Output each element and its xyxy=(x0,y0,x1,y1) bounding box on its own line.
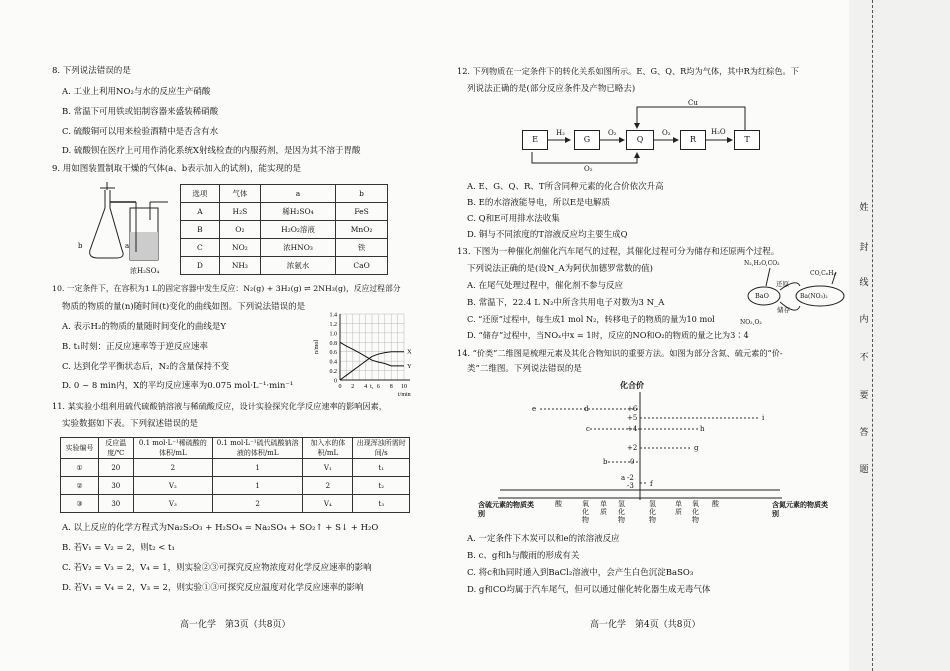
side-char: 题 xyxy=(859,465,869,475)
x-tick-label: 6 xyxy=(376,384,380,390)
y-tick-label: 1.4 xyxy=(329,312,337,319)
table-cell: D xyxy=(181,257,220,275)
x-cat: 氧化物 xyxy=(582,500,589,524)
x-cat: 氢化物 xyxy=(618,500,625,524)
q12-option-d: D. 铜与不同浓度的T溶液反应均主要生成Q xyxy=(467,230,628,240)
q11-option-a: A. 以上反应的化学方程式为Na₂S₂O₃ + H₂SO₄ = Na₂SO₄ + SO₂↑ + S↓ + H₂O xyxy=(62,523,379,533)
q11-stem-2: 实验数据如下表。下列叙述错误的是 xyxy=(62,419,199,429)
y-tick-label: 0.8 xyxy=(329,340,337,347)
table-cell: O₂ xyxy=(219,221,260,239)
table-header: 出现浑浊所需时间/s xyxy=(353,438,410,459)
q8-option-a: A. 工业上利用NO₂与水的反应生产硝酸 xyxy=(62,87,211,97)
q12-option-c: C. Q和E可用排水法收集 xyxy=(467,214,560,224)
table-header: b xyxy=(336,185,388,203)
x-cat: 酸 xyxy=(555,500,562,508)
side-char: 封 xyxy=(859,243,869,253)
q11-option-b: B. 若V₁ = V₂ = 2，则t₂ < t₁ xyxy=(62,543,175,553)
table-row xyxy=(181,203,388,221)
table-header: a xyxy=(260,185,335,203)
x-right-label: 含氮元素的物质类别 xyxy=(772,500,828,518)
y-tick: +5 xyxy=(627,414,638,422)
table-cell: 1 xyxy=(213,477,303,495)
table-cell: B xyxy=(181,221,220,239)
edge-label: Cu xyxy=(688,99,698,107)
q13-option-a: A. 在尾气处理过程中，催化剂不参与反应 xyxy=(467,281,624,291)
q14-option-b: B. c、g和h与酸雨的形成有关 xyxy=(467,551,580,561)
table-cell: 20 xyxy=(98,459,133,477)
q8-option-b: B. 常温下可用铁或铝制容器来盛装稀硝酸 xyxy=(62,107,219,117)
q10-stem-2: 物质的物质的量(n)随时间(t)变化的曲线如图。下列说法错误的是 xyxy=(62,302,306,312)
table-header-row xyxy=(61,438,410,459)
diagram-label-reduce: 还原 xyxy=(776,280,789,288)
q10-stem-1: 10. 一定条件下，在容积为1 L的固定容器中发生反应：N₂(g) + 3H₂(g) ⇌ 2NH₃(g)，反应过程部分 xyxy=(52,284,401,293)
q14-option-d: D. g和CO均属于汽车尾气，但可以通过催化转化器生成无毒气体 xyxy=(467,585,711,595)
diagram-node-bao: BaO xyxy=(755,292,769,300)
table-header: 0.1 mol·L⁻¹硫代硫酸钠溶液的体积/mL xyxy=(213,438,303,459)
edge-label: O₂ xyxy=(662,129,671,137)
table-cell: 1 xyxy=(213,459,303,477)
table-header-row xyxy=(181,185,388,203)
table-cell: H₂O₂溶液 xyxy=(260,221,335,239)
q10-option-a: A. 表示H₂的物质的量随时间变化的曲线是Y xyxy=(62,322,226,332)
seal-line xyxy=(872,0,874,671)
node-g: G xyxy=(574,130,600,150)
table-header: 加入水的体积/mL xyxy=(303,438,353,459)
node-e: E xyxy=(522,130,548,150)
apparatus-label-b: b xyxy=(78,242,83,250)
apparatus-label-a: a xyxy=(125,242,130,250)
diagram-label-right: CO,CₓHᵧ xyxy=(810,270,836,277)
table-row xyxy=(61,477,410,495)
table-cell: C xyxy=(181,239,220,257)
table-cell: t₃ xyxy=(353,495,410,513)
binding-margin xyxy=(849,0,950,671)
table-row xyxy=(181,221,388,239)
q11-stem-1: 11. 某实验小组利用硫代硫酸钠溶液与稀硫酸反应，设计实验探究化学反应速率的影响因素， xyxy=(52,401,387,411)
q10-option-d: D. 0 ~ 8 min内，X的平均反应速率为0.075 mol·L⁻¹·min⁻¹ xyxy=(62,381,294,391)
side-char: 线 xyxy=(859,278,869,288)
q9-stem: 9. 用如图装置制取干燥的气体(a、b表示加入的试剂)，能实现的是 xyxy=(52,164,301,174)
table-cell: H₂S xyxy=(219,203,260,221)
x-tick-label: t₁ xyxy=(370,384,374,390)
table-cell: ② xyxy=(61,477,99,495)
point-d: d xyxy=(584,405,589,413)
table-cell: 稀H₂SO₄ xyxy=(260,203,335,221)
q10-line-chart xyxy=(312,308,422,400)
table-cell: 30 xyxy=(98,477,133,495)
x-cat: 氢化物 xyxy=(649,500,656,524)
footer-right: 高一化学 第4页（共8页） xyxy=(590,620,701,630)
table-cell: 浓氨水 xyxy=(260,257,335,275)
edge-label: H₂ xyxy=(556,129,565,137)
q10-option-c: C. 达到化学平衡状态后，N₂的含量保持不变 xyxy=(62,362,229,372)
x-tick-label: 2 xyxy=(351,384,355,390)
q14-stem-2: 类”二维图。下列说法错误的是 xyxy=(467,364,582,374)
y-tick: -3 xyxy=(627,482,634,490)
edge-label: H₂O xyxy=(711,128,726,136)
y-tick-label: 1.0 xyxy=(329,331,337,338)
point-i: i xyxy=(762,414,765,422)
table-cell: FeS xyxy=(336,203,388,221)
y-tick-label: 0 xyxy=(334,378,337,385)
point-f: f xyxy=(650,480,653,488)
footer-left: 高一化学 第3页（共8页） xyxy=(180,620,291,630)
table-cell: 30 xyxy=(98,495,133,513)
apparatus-label-acid: 浓H₂SO₄ xyxy=(130,267,160,275)
edge-label: O₂ xyxy=(608,129,617,137)
side-char: 姓 xyxy=(859,203,869,213)
table-cell: V₃ xyxy=(133,495,212,513)
table-cell: 铁 xyxy=(336,239,388,257)
table-cell: A xyxy=(181,203,220,221)
table-row xyxy=(181,239,388,257)
point-e: e xyxy=(532,405,537,413)
q14-option-c: C. 将c和h同时通入到BaCl₂溶液中，会产生白色沉淀BaSO₃ xyxy=(467,568,694,578)
table-header: 0.1 mol·L⁻¹稀硫酸的体积/mL xyxy=(133,438,212,459)
y-tick-label: 0.6 xyxy=(329,350,337,357)
q8-stem: 8. 下列说法错误的是 xyxy=(52,66,131,76)
table-row xyxy=(181,257,388,275)
table-header: 实验编号 xyxy=(61,438,99,459)
table-cell: t₁ xyxy=(353,459,410,477)
q13-stem-1: 13. 下图为一种催化剂催化汽车尾气的过程，其催化过程可分为储存和还原两个过程。 xyxy=(457,247,780,257)
y-tick: +4 xyxy=(627,425,638,433)
x-left-label: 含硫元素的物质类别 xyxy=(478,500,534,518)
node-q: Q xyxy=(626,130,654,150)
q11-table xyxy=(60,437,410,513)
y-axis-label: n/mol xyxy=(314,339,320,355)
side-char: 要 xyxy=(859,391,869,401)
q13-option-c: C. “还原”过程中，每生成1 mol N₂，转移电子的物质的量为10 mol xyxy=(467,314,715,324)
q12-option-b: B. E的水溶液能导电，所以E是电解质 xyxy=(467,198,611,208)
table-cell: V₄ xyxy=(303,495,353,513)
point-g: g xyxy=(694,444,699,452)
table-header: 气体 xyxy=(219,185,260,203)
y-tick-label: 0.2 xyxy=(329,369,337,376)
diagram-label-bottom: NO₂,O₂ xyxy=(740,319,762,326)
diagram-label-store: 储存 xyxy=(777,306,790,314)
edge-label: O₂ xyxy=(584,165,593,173)
point-c: c xyxy=(586,425,590,433)
table-cell: 2 xyxy=(213,495,303,513)
series-label: X xyxy=(407,348,412,356)
q14-stem-1: 14. “价类”二维图是梳理元素及其化合物知识的重要方法。如图为部分含氮、硫元素的“价- xyxy=(457,348,783,358)
table-row xyxy=(61,495,410,513)
table-cell: NO₂ xyxy=(219,239,260,257)
table-cell: NH₃ xyxy=(219,257,260,275)
side-char: 内 xyxy=(859,315,869,325)
series-label: Y xyxy=(407,362,412,370)
x-cat: 酸 xyxy=(712,500,719,508)
table-row xyxy=(61,459,410,477)
x-cat: 单质 xyxy=(600,500,607,516)
diagram-node-banitrate: Ba(NO₃)₂ xyxy=(800,293,828,300)
table-cell: ① xyxy=(61,459,99,477)
y-tick: 0 xyxy=(630,458,635,466)
table-cell: 2 xyxy=(303,477,353,495)
x-axis-label: t/min xyxy=(398,392,411,398)
y-tick: -2 xyxy=(627,474,634,482)
point-a: a xyxy=(621,474,626,482)
x-tick-label: 8 xyxy=(389,384,393,390)
q8-option-d: D. 硫酸钡在医疗上可用作消化系统X射线检查的内服药剂，是因为其不溶于胃酸 xyxy=(62,146,361,156)
x-tick-label: 10 xyxy=(401,384,407,390)
table-header: 选项 xyxy=(181,185,220,203)
table-cell: ③ xyxy=(61,495,99,513)
q14-option-a: A. 一定条件下木炭可以和e的浓溶液反应 xyxy=(467,534,620,544)
q13-option-d: D. “储存”过程中，当NOₓ中x = 1时，反应的NO和O₂的物质的量之比为3∶4 xyxy=(467,330,749,340)
table-cell: V₂ xyxy=(133,477,212,495)
x-cat: 氧化物 xyxy=(692,500,699,524)
q11-option-d: D. 若V₁ = V₄ = 2，V₃ = 2，则实验①③可探究反应温度对化学反应速率的影响 xyxy=(62,583,364,593)
side-char: 答 xyxy=(859,428,869,438)
table-cell: t₂ xyxy=(353,477,410,495)
node-r: R xyxy=(680,130,706,150)
q13-stem-2: 下列说法正确的是(设N_A为阿伏加德罗常数的值) xyxy=(467,264,653,274)
x-tick-label: 0 xyxy=(338,384,342,390)
q12-stem-1: 12. 下列物质在一定条件下的转化关系如图所示。E、G、Q、R均为气体，其中R为红棕色。下 xyxy=(457,66,799,76)
y-tick: +2 xyxy=(627,444,638,452)
table-cell: 浓HNO₃ xyxy=(260,239,335,257)
y-tick: +6 xyxy=(627,405,638,413)
q12-stem-2: 列说法正确的是(部分反应条件及产物已略去) xyxy=(467,84,636,94)
x-cat: 单质 xyxy=(675,500,682,516)
chart-ylabel: 化合价 xyxy=(620,380,644,390)
q9-table xyxy=(180,184,388,275)
q11-option-c: C. 若V₂ = V₃ = 2，V₄ = 1，则实验②③可探究反应物浓度对化学反应速率的影响 xyxy=(62,563,372,573)
side-char: 不 xyxy=(859,353,869,363)
table-header: 反应温度/℃ xyxy=(98,438,133,459)
point-b: b xyxy=(603,458,608,466)
table-cell: CaO xyxy=(336,257,388,275)
x-tick-label: 4 xyxy=(364,384,368,390)
q10-option-b: B. t₁时刻：正反应速率等于逆反应速率 xyxy=(62,342,208,352)
y-tick-label: 0.4 xyxy=(329,359,337,366)
table-cell: MnO₂ xyxy=(336,221,388,239)
gas-apparatus-figure xyxy=(70,180,170,270)
node-t: T xyxy=(734,130,760,150)
q12-option-a: A. E、G、Q、R、T所含同种元素的化合价依次升高 xyxy=(467,182,664,192)
diagram-label-top: N₂,H₂O,CO₂ xyxy=(744,260,780,267)
y-tick-label: 1.2 xyxy=(329,321,337,328)
q8-option-c: C. 硫酸铜可以用来检验酒精中是否含有水 xyxy=(62,127,219,137)
table-cell: 2 xyxy=(133,459,212,477)
table-cell: V₁ xyxy=(303,459,353,477)
point-h: h xyxy=(700,425,705,433)
q13-option-b: B. 常温下，22.4 L N₂中所含共用电子对数为3 N_A xyxy=(467,298,665,308)
